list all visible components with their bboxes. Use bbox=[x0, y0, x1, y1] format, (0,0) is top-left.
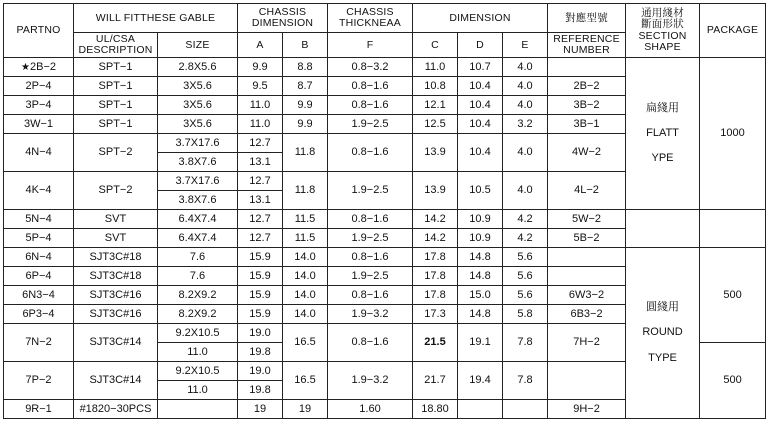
header-package: PACKAGE bbox=[700, 4, 766, 58]
f-cell: 1.9−2.5 bbox=[328, 115, 413, 134]
b-cell: 11.8 bbox=[283, 134, 328, 172]
e-cell: 4.0 bbox=[503, 96, 548, 115]
size-cell: 11.0 bbox=[158, 381, 238, 400]
desc-cell: SJT3C#16 bbox=[74, 305, 158, 324]
d-cell: 10.4 bbox=[458, 115, 503, 134]
table-row bbox=[4, 248, 766, 267]
desc-cell: SPT−2 bbox=[74, 134, 158, 172]
header-section-line2: SHAPE bbox=[644, 40, 681, 53]
ref-cell: 4L−2 bbox=[548, 172, 626, 210]
partno-cell: 4N−4 bbox=[4, 134, 74, 172]
b-cell: 9.9 bbox=[283, 96, 328, 115]
d-cell: 10.4 bbox=[458, 77, 503, 96]
a-cell: 15.9 bbox=[238, 286, 283, 305]
a-cell: 15.9 bbox=[238, 305, 283, 324]
partno-cell bbox=[4, 58, 74, 77]
partno-cell: 6N3−4 bbox=[4, 286, 74, 305]
header-ul-csa-line2: DESCRIPTION bbox=[78, 44, 153, 56]
c-cell: 17.3 bbox=[413, 305, 458, 324]
a-cell: 19.8 bbox=[238, 343, 283, 362]
a-cell: 13.1 bbox=[238, 153, 283, 172]
b-cell: 8.8 bbox=[283, 58, 328, 77]
d-cell: 14.8 bbox=[458, 305, 503, 324]
e-cell: 5.8 bbox=[503, 305, 548, 324]
f-cell: 0.8−1.6 bbox=[328, 96, 413, 115]
ref-cell: 5B−2 bbox=[548, 229, 626, 248]
a-cell: 12.7 bbox=[238, 134, 283, 153]
f-cell: 1.9−2.5 bbox=[328, 229, 413, 248]
e-cell: 4.0 bbox=[503, 134, 548, 172]
table-row bbox=[4, 58, 766, 77]
table-row bbox=[4, 210, 766, 229]
d-cell: 10.9 bbox=[458, 229, 503, 248]
header-b: B bbox=[283, 33, 328, 58]
desc-cell: SPT−1 bbox=[74, 77, 158, 96]
header-section-zh1: 通用綫材 bbox=[641, 7, 684, 20]
desc-cell: SJT3C#18 bbox=[74, 248, 158, 267]
e-cell: 4.2 bbox=[503, 210, 548, 229]
header-chassis-dimension-line1: CHASSIS bbox=[258, 5, 307, 18]
desc-cell: SPT−1 bbox=[74, 58, 158, 77]
header-section-shape bbox=[626, 4, 700, 58]
partno-text: 2B−2 bbox=[29, 60, 56, 73]
c-cell: 21.5 bbox=[413, 324, 458, 362]
b-cell: 14.0 bbox=[283, 248, 328, 267]
desc-cell: SJT3C#18 bbox=[74, 267, 158, 286]
e-cell: 5.6 bbox=[503, 248, 548, 267]
desc-cell: SVT bbox=[74, 229, 158, 248]
a-cell: 9.5 bbox=[238, 77, 283, 96]
ref-cell: 3B−1 bbox=[548, 115, 626, 134]
c-cell: 18.80 bbox=[413, 400, 458, 419]
section-round-zh: 圓綫用 bbox=[646, 301, 680, 314]
f-cell: 0.8−1.6 bbox=[328, 210, 413, 229]
desc-cell: SPT−1 bbox=[74, 96, 158, 115]
section-shape-round bbox=[626, 248, 700, 419]
b-cell: 14.0 bbox=[283, 286, 328, 305]
ref-cell: 5W−2 bbox=[548, 210, 626, 229]
partno-cell: 7P−2 bbox=[4, 362, 74, 400]
section-round-line1: ROUND bbox=[642, 326, 683, 339]
partno-cell: 6P−4 bbox=[4, 267, 74, 286]
ref-cell bbox=[548, 362, 626, 400]
b-cell: 11.5 bbox=[283, 210, 328, 229]
header-chassis-thickness-line1: CHASSIS bbox=[346, 5, 394, 18]
d-cell: 15.0 bbox=[458, 286, 503, 305]
f-cell: 1.9−3.2 bbox=[328, 305, 413, 324]
a-cell: 12.7 bbox=[238, 229, 283, 248]
f-cell: 0.8−1.6 bbox=[328, 77, 413, 96]
size-cell: 8.2X9.2 bbox=[158, 305, 238, 324]
a-cell: 19.8 bbox=[238, 381, 283, 400]
size-cell: 6.4X7.4 bbox=[158, 210, 238, 229]
e-cell: 7.8 bbox=[503, 362, 548, 400]
b-cell: 16.5 bbox=[283, 362, 328, 400]
package-round-b: 500 bbox=[700, 343, 766, 419]
header-section-line1: SECTION bbox=[638, 29, 687, 42]
header-chassis-dimension bbox=[238, 4, 328, 33]
ref-cell: 6W3−2 bbox=[548, 286, 626, 305]
f-cell: 1.9−3.2 bbox=[328, 362, 413, 400]
size-cell: 3.7X17.6 bbox=[158, 134, 238, 153]
header-reference-zh: 對應型號 bbox=[548, 4, 626, 33]
size-cell: 8.2X9.2 bbox=[158, 286, 238, 305]
desc-cell: SPT−1 bbox=[74, 115, 158, 134]
e-cell: 5.6 bbox=[503, 286, 548, 305]
c-cell: 14.2 bbox=[413, 229, 458, 248]
a-cell: 15.9 bbox=[238, 248, 283, 267]
a-cell: 11.0 bbox=[238, 96, 283, 115]
header-reference bbox=[548, 33, 626, 58]
desc-cell: #1820−30PCS bbox=[74, 400, 158, 419]
ref-cell bbox=[548, 267, 626, 286]
e-cell: 4.0 bbox=[503, 77, 548, 96]
e-cell: 3.2 bbox=[503, 115, 548, 134]
b-cell: 14.0 bbox=[283, 305, 328, 324]
section-shape-flat bbox=[626, 58, 700, 210]
f-cell: 0.8−1.6 bbox=[328, 286, 413, 305]
d-cell: 10.7 bbox=[458, 58, 503, 77]
d-cell: 10.4 bbox=[458, 134, 503, 172]
c-cell: 13.9 bbox=[413, 172, 458, 210]
spec-table bbox=[3, 3, 766, 419]
partno-cell: 7N−2 bbox=[4, 324, 74, 362]
size-cell: 3X5.6 bbox=[158, 96, 238, 115]
a-cell: 12.7 bbox=[238, 210, 283, 229]
f-cell: 1.9−2.5 bbox=[328, 172, 413, 210]
size-cell: 6.4X7.4 bbox=[158, 229, 238, 248]
size-cell: 3.7X17.6 bbox=[158, 172, 238, 191]
header-a: A bbox=[238, 33, 283, 58]
desc-cell: SPT−2 bbox=[74, 172, 158, 210]
a-cell: 19 bbox=[238, 400, 283, 419]
size-cell: 3.8X7.6 bbox=[158, 153, 238, 172]
partno-cell: 6P3−4 bbox=[4, 305, 74, 324]
b-cell: 8.7 bbox=[283, 77, 328, 96]
f-cell: 1.60 bbox=[328, 400, 413, 419]
f-cell: 0.8−1.6 bbox=[328, 248, 413, 267]
ref-cell: 9H−2 bbox=[548, 400, 626, 419]
header-d: D bbox=[458, 33, 503, 58]
ref-cell: 3B−2 bbox=[548, 96, 626, 115]
c-cell: 17.8 bbox=[413, 286, 458, 305]
size-cell bbox=[158, 400, 238, 419]
c-cell: 21.7 bbox=[413, 362, 458, 400]
e-cell: 5.6 bbox=[503, 267, 548, 286]
header-chassis-thickness bbox=[328, 4, 413, 33]
header-ul-csa bbox=[74, 33, 158, 58]
ref-cell: 6B3−2 bbox=[548, 305, 626, 324]
a-cell: 9.9 bbox=[238, 58, 283, 77]
c-cell: 12.1 bbox=[413, 96, 458, 115]
header-will-fit: WILL FITTHESE GABLE bbox=[74, 4, 238, 33]
partno-cell: 2P−4 bbox=[4, 77, 74, 96]
e-cell: 4.2 bbox=[503, 229, 548, 248]
b-cell: 11.5 bbox=[283, 229, 328, 248]
star-icon: ★ bbox=[21, 61, 30, 73]
header-row-1 bbox=[4, 4, 766, 33]
section-flat-zh: 扁綫用 bbox=[646, 101, 680, 114]
package-round-a: 500 bbox=[700, 248, 766, 343]
c-cell: 11.0 bbox=[413, 58, 458, 77]
d-cell bbox=[458, 400, 503, 419]
b-cell: 19 bbox=[283, 400, 328, 419]
d-cell: 10.9 bbox=[458, 210, 503, 229]
desc-cell: SVT bbox=[74, 210, 158, 229]
e-cell bbox=[503, 400, 548, 419]
f-cell: 0.8−3.2 bbox=[328, 58, 413, 77]
section-flat-line2: YPE bbox=[651, 152, 674, 165]
d-cell: 19.4 bbox=[458, 362, 503, 400]
package-blank bbox=[700, 210, 766, 248]
partno-cell: 6N−4 bbox=[4, 248, 74, 267]
f-cell: 0.8−1.6 bbox=[328, 324, 413, 362]
size-cell: 7.6 bbox=[158, 248, 238, 267]
header-chassis-dimension-line2: DIMENSION bbox=[251, 17, 314, 29]
e-cell: 4.0 bbox=[503, 172, 548, 210]
partno-cell: 3W−1 bbox=[4, 115, 74, 134]
ref-cell: 2B−2 bbox=[548, 77, 626, 96]
ref-cell bbox=[548, 58, 626, 77]
size-cell: 3X5.6 bbox=[158, 77, 238, 96]
a-cell: 13.1 bbox=[238, 191, 283, 210]
header-section-zh2: 斷面形狀 bbox=[641, 18, 684, 31]
size-cell: 11.0 bbox=[158, 343, 238, 362]
d-cell: 14.8 bbox=[458, 248, 503, 267]
e-cell: 4.0 bbox=[503, 58, 548, 77]
header-chassis-thickness-line2: THICKNEAA bbox=[339, 17, 401, 29]
partno-cell: 5P−4 bbox=[4, 229, 74, 248]
a-cell: 15.9 bbox=[238, 267, 283, 286]
c-cell: 17.8 bbox=[413, 267, 458, 286]
package-flat: 1000 bbox=[700, 58, 766, 210]
b-cell: 11.8 bbox=[283, 172, 328, 210]
f-cell: 0.8−1.6 bbox=[328, 134, 413, 172]
header-c: C bbox=[413, 33, 458, 58]
d-cell: 10.5 bbox=[458, 172, 503, 210]
header-partno: PARTNO bbox=[4, 4, 74, 58]
size-cell: 3.8X7.6 bbox=[158, 191, 238, 210]
section-round-line2: TYPE bbox=[648, 351, 677, 364]
c-cell: 14.2 bbox=[413, 210, 458, 229]
size-cell: 9.2X10.5 bbox=[158, 362, 238, 381]
ref-cell: 4W−2 bbox=[548, 134, 626, 172]
desc-cell: SJT3C#14 bbox=[74, 324, 158, 362]
b-cell: 9.9 bbox=[283, 115, 328, 134]
b-cell: 16.5 bbox=[283, 324, 328, 362]
size-cell: 9.2X10.5 bbox=[158, 324, 238, 343]
header-dimension: DIMENSION bbox=[413, 4, 548, 33]
ref-cell: 7H−2 bbox=[548, 324, 626, 362]
d-cell: 14.8 bbox=[458, 267, 503, 286]
header-reference-line2: NUMBER bbox=[563, 44, 610, 56]
header-size: SIZE bbox=[158, 33, 238, 58]
size-cell: 7.6 bbox=[158, 267, 238, 286]
ref-cell bbox=[548, 248, 626, 267]
partno-cell: 9R−1 bbox=[4, 400, 74, 419]
header-ul-csa-line1: UL/CSA bbox=[95, 32, 136, 45]
c-cell: 12.5 bbox=[413, 115, 458, 134]
header-e: E bbox=[503, 33, 548, 58]
header-f: F bbox=[328, 33, 413, 58]
partno-cell: 5N−4 bbox=[4, 210, 74, 229]
d-cell: 10.4 bbox=[458, 96, 503, 115]
c-cell: 17.8 bbox=[413, 248, 458, 267]
e-cell: 7.8 bbox=[503, 324, 548, 362]
partno-cell: 4K−4 bbox=[4, 172, 74, 210]
section-flat-line1: FLATT bbox=[646, 126, 679, 139]
a-cell: 19.0 bbox=[238, 362, 283, 381]
c-cell: 13.9 bbox=[413, 134, 458, 172]
header-reference-line1: REFERENCE bbox=[553, 32, 620, 45]
section-shape-blank bbox=[626, 210, 700, 248]
partno-cell: 3P−4 bbox=[4, 96, 74, 115]
f-cell: 1.9−2.5 bbox=[328, 267, 413, 286]
a-cell: 19.0 bbox=[238, 324, 283, 343]
desc-cell: SJT3C#14 bbox=[74, 362, 158, 400]
size-cell: 3X5.6 bbox=[158, 115, 238, 134]
a-cell: 12.7 bbox=[238, 172, 283, 191]
b-cell: 14.0 bbox=[283, 267, 328, 286]
desc-cell: SJT3C#16 bbox=[74, 286, 158, 305]
d-cell: 19.1 bbox=[458, 324, 503, 362]
size-cell: 2.8X5.6 bbox=[158, 58, 238, 77]
a-cell: 11.0 bbox=[238, 115, 283, 134]
c-cell: 10.8 bbox=[413, 77, 458, 96]
